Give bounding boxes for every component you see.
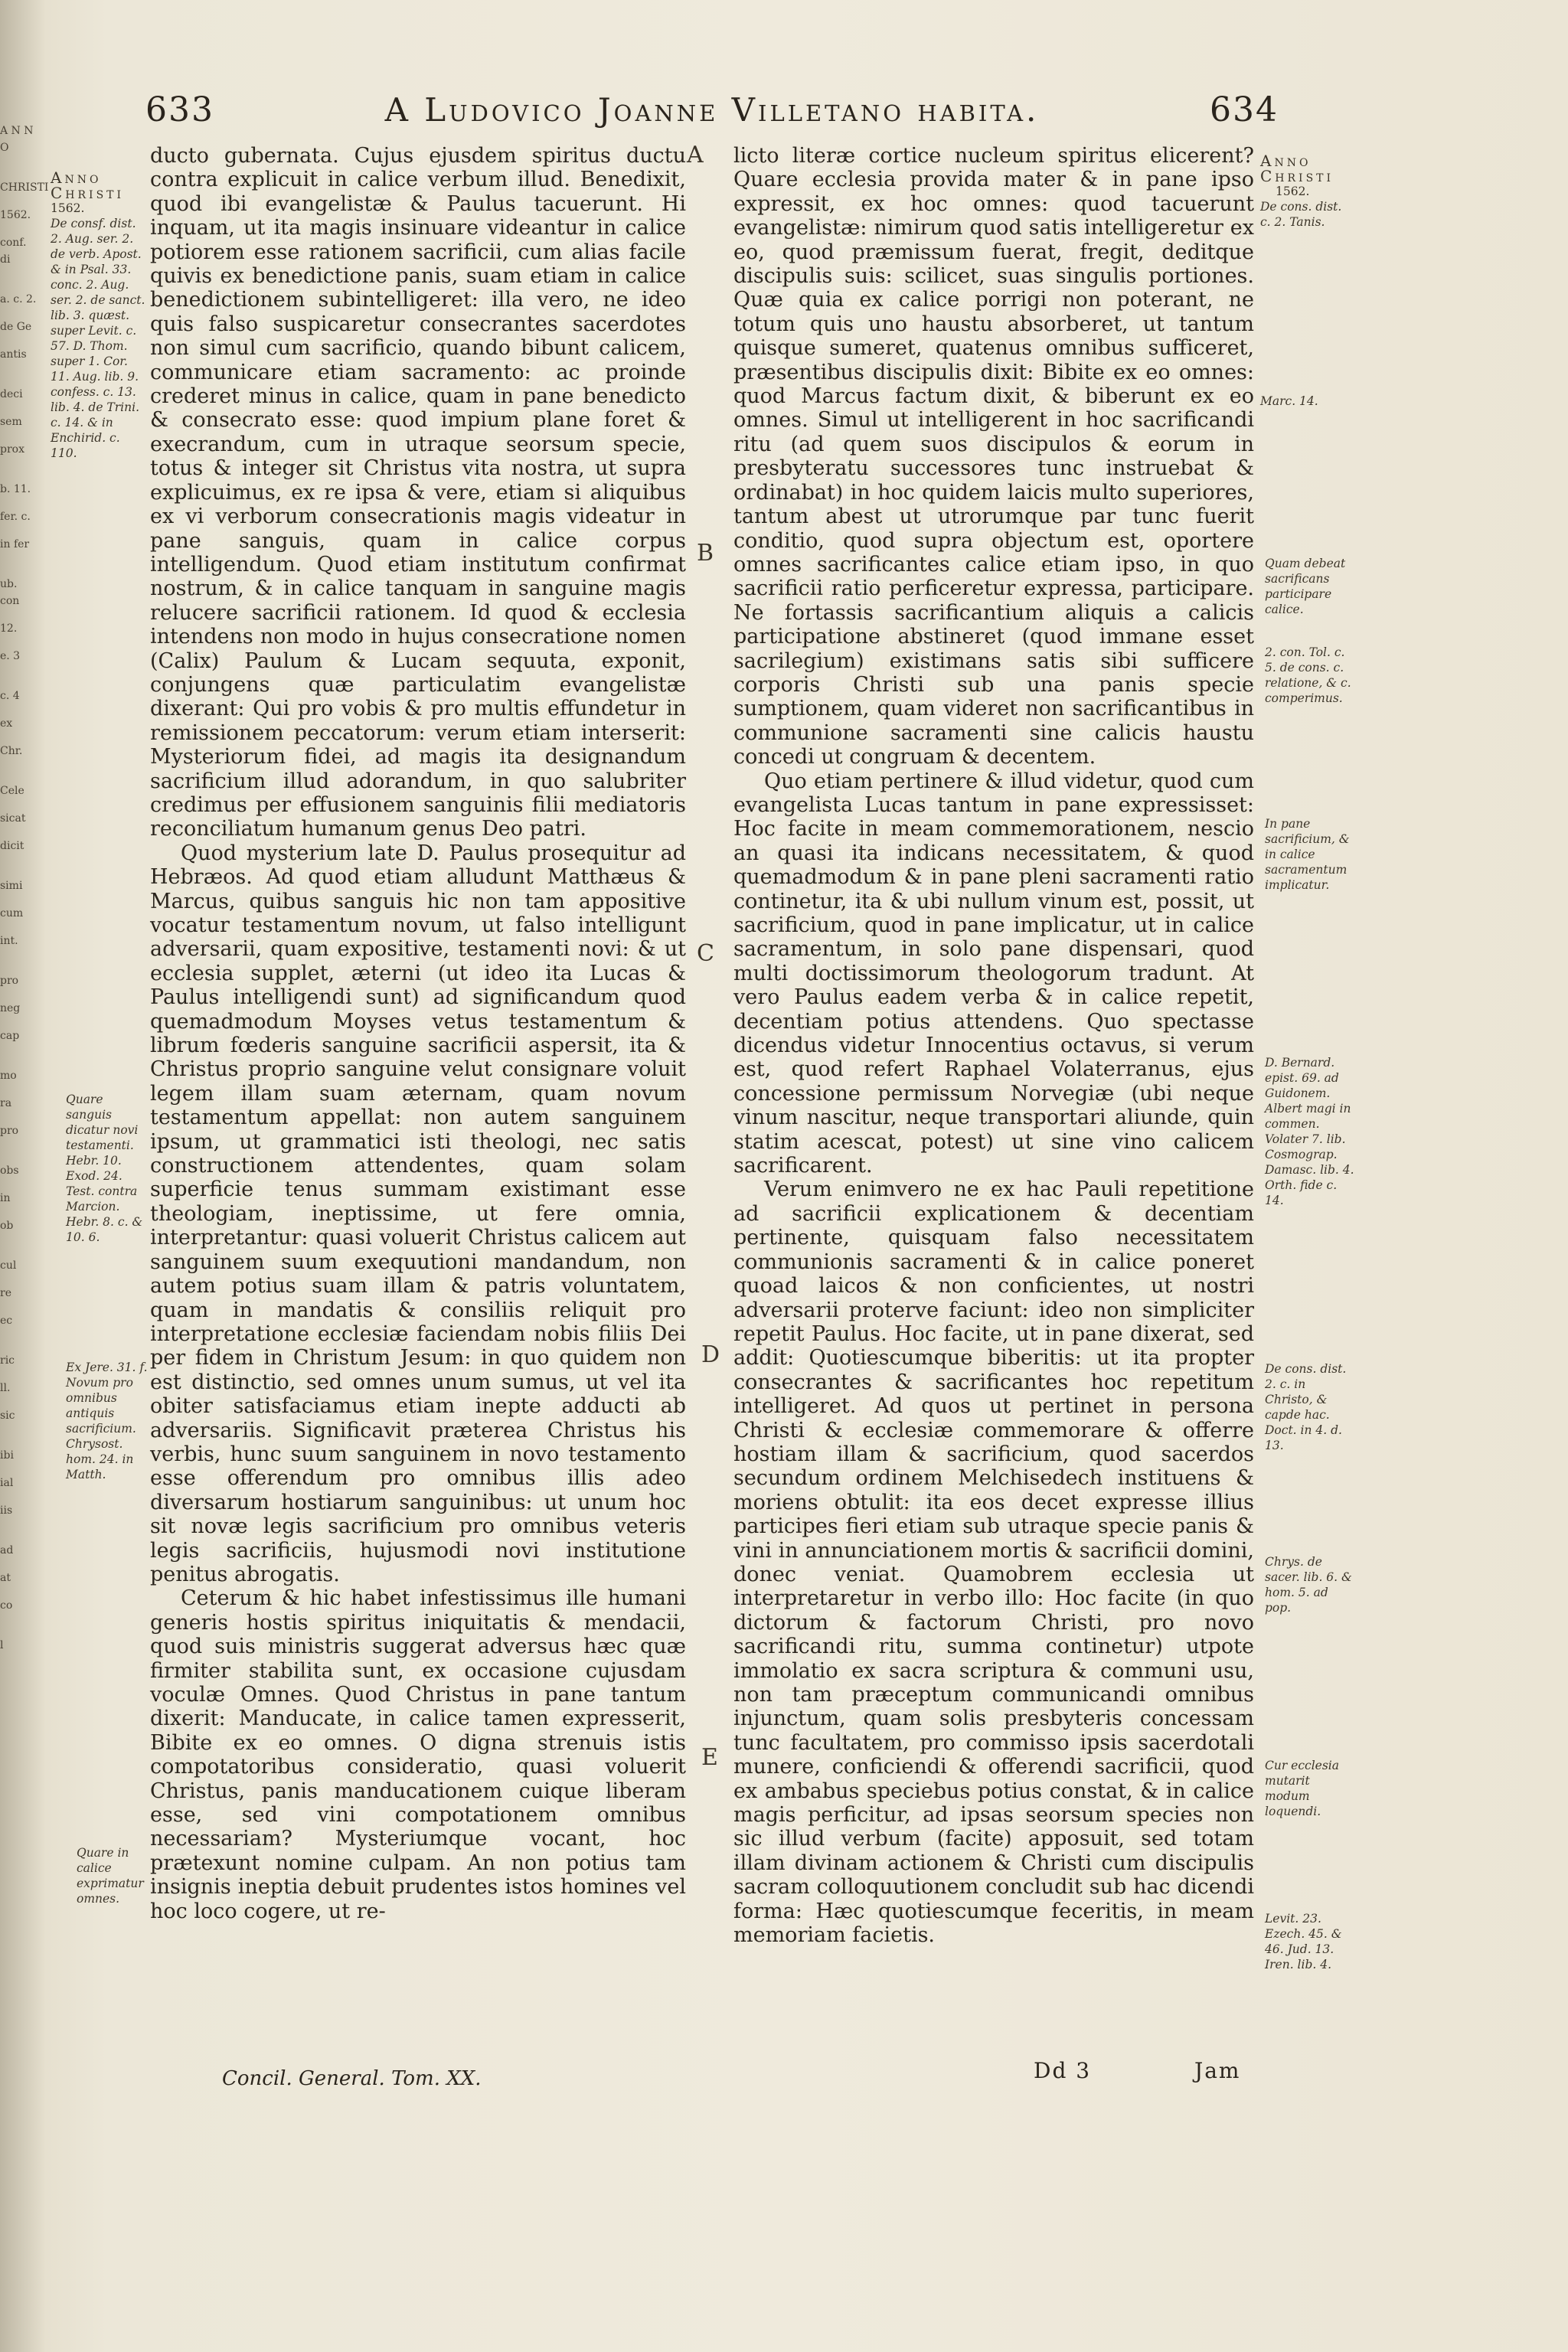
- margin-note: 2. con. Tol. c. 5. de cons. c. relatione, & c. comperimus.: [1265, 645, 1351, 705]
- gutter-fragment: in: [0, 1192, 11, 1204]
- gutter-fragment: obs: [0, 1165, 19, 1177]
- gutter-fragment: ibi: [0, 1449, 14, 1462]
- gutter-fragment: dicit: [0, 840, 24, 852]
- margin-note: Quare sanguis dicatur novi testamenti. Hebr. 10. Exod. 24. Test. contra Marcion. Hebr. 8. c. & 10. 6.: [66, 1093, 143, 1244]
- gutter-fragment: a. c. 2.: [0, 293, 37, 305]
- margin-note: D. Bernard. epist. 69. ad Guidonem. Albert magi in commen. Volater 7. lib. Cosmograp. Damasc. lib. 4. Orth. fide c. 14.: [1265, 1056, 1354, 1207]
- gutter-fragment: ob: [0, 1220, 14, 1232]
- margin-note: De cons. dist. 2. c. in Christo, & capde hac. Doct. in 4. d. 13.: [1265, 1362, 1347, 1452]
- gutter-fragment: ex: [0, 717, 13, 730]
- gutter-fragment: co: [0, 1599, 13, 1612]
- gutter-fragment: in fer: [0, 538, 30, 550]
- year-label: 1562.: [1276, 185, 1310, 198]
- christi-label: Christi: [51, 184, 125, 202]
- gutter-fragment: ub. con: [0, 578, 20, 607]
- gutter-fragment: mo: [0, 1070, 17, 1082]
- gutter-fragment: iis: [0, 1504, 13, 1517]
- footer-volume: Concil. General. Tom. XX.: [222, 2067, 482, 2090]
- gutter-fragment: A N N O: [0, 125, 34, 154]
- gutter-fragment: ad: [0, 1544, 14, 1557]
- christi-label: Christi: [1260, 167, 1334, 185]
- gutter-fragment: cap: [0, 1030, 20, 1042]
- running-header: [145, 90, 1279, 129]
- gutter-fragment: de Ge: [0, 321, 32, 333]
- text-column-right: [733, 144, 1254, 1947]
- gutter-fragment: sic: [0, 1410, 15, 1422]
- gutter-fragment: 1562.: [0, 209, 31, 221]
- gutter-fragment: sem: [0, 416, 22, 428]
- gutter-fragment: conf. di: [0, 237, 27, 266]
- section-letter: E: [701, 1744, 718, 1771]
- section-letter: B: [697, 540, 714, 567]
- signature-mark: Dd 3: [1034, 2058, 1092, 2083]
- margin-right-year-block: [1260, 153, 1352, 230]
- gutter-fragment: Chr.: [0, 745, 23, 757]
- anno-label: Anno: [51, 168, 102, 187]
- gutter-fragment: pro: [0, 975, 19, 987]
- margin-note: Marc. 14.: [1260, 394, 1318, 408]
- paragraph: licto literæ cortice nucleum spiritus elicerent? Quare ecclesia provida mater & in pane ipso expressit, ex hoc omnes: quod tacuerunt evangelistæ: nimirum quod satis intelligeretur ex eo, quod præmissum fuerat, fregit, deditque discipulis suis: scilicet, suas singulis portiones. Quæ quia ex calice porrigi non poterant, ne totum quis uno haustu absorberet, ut tantum quisque sumeret, quatenus omnibus sufficeret, præsentibus discipulis dixit: Bibite ex eo omnes: quod Marcus factum dixit, & biberunt ex eo omnes. Simul ut intelligerent in hoc sacrificandi ritu (ad quem suos discipulos & eorum in presbyteratu successores tunc instruebat & ordinabat) in hoc quidem laicis multo superiores, tantum abest ut utrorumque par tunc fuerit conditio, quod supra objectum est, oportere omnes sacrificantes calice etiam ipso, in quo sacrificii ratio perficeretur expressa, participare. Ne fortassis sacrificantium aliquis a calicis participatione abstineret (quod immane esset sacrilegium) existimans satis sibi sufficere corporis Christi sub una panis specie sumptionem, quam videret non sacrificantibus in communione sacramenti sine calicis haustu concedi ut congruam & decentem.: [733, 144, 1254, 769]
- gutter-fragment: int.: [0, 935, 18, 947]
- margin-note: In pane sacrificium, & in calice sacramentum implicatur.: [1265, 817, 1350, 892]
- gutter-fragment: deci: [0, 388, 23, 400]
- previous-page-edge: [0, 122, 49, 2312]
- gutter-fragment: ec: [0, 1315, 13, 1327]
- gutter-fragment: cum: [0, 907, 24, 920]
- gutter-fragment: l: [0, 1639, 4, 1651]
- gutter-fragment: b. 11.: [0, 483, 31, 495]
- gutter-fragment: at: [0, 1572, 11, 1584]
- gutter-fragment: prox: [0, 443, 24, 456]
- gutter-fragment: cul: [0, 1259, 17, 1272]
- anno-label: Anno: [1260, 152, 1312, 170]
- gutter-fragment: sicat: [0, 812, 26, 825]
- section-letter: C: [697, 940, 714, 967]
- gutter-fragment: ll.: [0, 1382, 11, 1394]
- paragraph: Ceterum & hic habet infestissimus ille humani generis hostis spiritus iniquitatis & mendacii, quod suis ministris suggerat adversus hæc quæ firmiter stabilita sunt, ex occasione cujusdam voculæ Omnes. Quod Christus in pane tantum dixerit: Manducate, in calice tamen expresserit, Bibite ex eo omnes. O digna strenuis istis compotatoribus consideratio, quasi voluerit Christus, panis manducationem cuique liberam esse, sed vini compotationem omnibus necessariam? Mysteriumque vocant, hoc prætexunt nomine culpam. An non potius tam insignis ineptia debuit prudentes istos homines vel hoc loco cogere, ut re-: [150, 1586, 686, 1923]
- gutter-fragment: fer. c.: [0, 511, 31, 523]
- margin-left-year-block: [51, 170, 149, 461]
- gutter-fragment: re: [0, 1287, 11, 1299]
- gutter-fragment: ra: [0, 1097, 12, 1109]
- margin-note: Levit. 23. Ezech. 45. & 46. Jud. 13. Iren. lib. 4.: [1265, 1912, 1342, 1971]
- margin-note: Chrys. de sacer. lib. 6. & hom. 5. ad pop.: [1265, 1555, 1352, 1615]
- gutter-fragment: neg: [0, 1002, 21, 1014]
- paragraph: Verum enimvero ne ex hac Pauli repetitione ad sacrificii explicationem & decentiam pertinente, quisquam falso necessitatem communionis sacramenti & in calice poneret quoad laicos & non conficientes, ut nostri adversarii proterve faciunt: ideo non simpliciter repetit Paulus. Hoc facite, ut in pane dixerat, sed addit: Quotiescumque biberitis: ut ita propter consecrantes & sacrificantes hoc repetitum intelligeret. Ad quos ut pertinet in persona Christi & ecclesiæ commemorare & offerre hostiam illam & sacrificium, quod sacerdos secundum ordinem Melchisedech instituens & moriens obtulit: ita eos decet expresse illius participes fieri etiam sub utraque specie panis & vini in annunciationem mortis & sacrificii domini, donec veniat. Quamobrem ecclesia ut interpretaretur in verbo illo: Hoc facite (in quo dictorum & factorum Christi, pro novo sacrificandi ritu, summa continetur) utpote immolatio ex sacra scriptura & communi usu, non tam præceptum communicandi omnibus injunctum, quam solis presbyteris concessam tunc facultatem, pro commisso ipsis sacerdotali munere, conficiendi & offerendi sacrificii, quod ex ambabus speciebus potius constat, & in calice magis perficitur, ad ipsas seorsum species non sic illud verbum (facite) apposuit, sed totam illam divinam actionem & Christi cum discipulis sacram colloquutionem concludit sub hac dicendi forma: Hæc quotiescumque feceritis, in meam memoriam facietis.: [733, 1178, 1254, 1948]
- gutter-fragment: ric: [0, 1354, 15, 1367]
- gutter-fragment: Cele: [0, 785, 24, 797]
- gutter-fragment: c. 4: [0, 690, 20, 702]
- gutter-fragment: simi: [0, 880, 23, 892]
- gutter-fragment: CHRISTI: [0, 181, 49, 194]
- page-number-right: 634: [1210, 90, 1279, 129]
- margin-note: Quam debeat sacrificans participare calice.: [1265, 557, 1346, 616]
- gutter-fragment: ial: [0, 1477, 14, 1489]
- margin-note: De consf. dist. 2. Aug. ser. 2. de verb. Apost. & in Psal. 33. conc. 2. Aug. ser. 2. de sanct. lib. 3. quæst. super Levit. c. 57. D. Thom. super 1. Cor. 11. Aug. lib. 9. confess. c. 13. lib. 4. de Trini. c. 14. & in Enchirid. c. 110.: [51, 217, 145, 460]
- paragraph: ducto gubernata. Cujus ejusdem spiritus ductu contra explicuit in calice verbum illud. Benedixit, quod ibi evangelistæ & Paulus tacuerunt. Hi inquam, ut ita magis insinuare videantur in calice potiorem esse rationem sacrificii, cum alias facile quivis ex benedictione panis, suam etiam in calice benedictionem subintelligeret: illa vero, ne ideo quis falso suspicaretur consecrantes sacerdotes non simul cum sacrificio, quando bibunt calicem, communicare etiam sacramento: ac proinde crederet minus in calice, quam in pane benedicto & consecrato esse: quod impium plane foret & execrandum, cum in utraque seorsum specie, totus & integer sit Christus vita nostra, ut supra explicuimus, ex re ipsa & vere, etiam si aliquibus ex vi verborum consecrationis magis videatur in pane sanguis, quam in calice corpus intelligendum. Quod etiam institutum confirmat nostrum, & in calice tanquam in sanguine magis relucere sacrificii rationem. Id quod & ecclesia intendens non modo in hujus consecratione nomen (Calix) Paulum & Lucam sequuta, exponit, conjungens quæ particulatim evangelistæ dixerant: Qui pro vobis & pro multis effundetur in remissionem peccatorum: verum etiam interserit: Mysteriorum fidei, ad magis ita designandum sacrificium illud adorandum, in quo salubriter credimus per effusionem sanguinis filii mediatoris reconciliatum humanum genus Deo patri.: [150, 144, 686, 841]
- margin-note: De cons. dist. c. 2. Tanis.: [1260, 200, 1342, 229]
- running-title: A Ludovico Joanne Villetano habita.: [384, 91, 1040, 129]
- margin-note: Quare in calice exprimatur omnes.: [77, 1846, 144, 1906]
- section-letter: A: [687, 142, 704, 168]
- section-letter: D: [701, 1341, 720, 1368]
- gutter-fragment: antis: [0, 348, 27, 361]
- paragraph: Quo etiam pertinere & illud videtur, quod cum evangelista Lucas tantum in pane expressisset: Hoc facite in meam commemorationem, nescio an quasi ita indicans necessitatem, & quod quemadmodum & in pane pleni sacramenti ratio continetur, ita & ubi nullum vinum est, possit, ut sacrificium, quod in pane implicatur, ut in calice sacramentum, in solo pane dispensari, quod multi doctissimorum theologorum tradunt. At vero Paulus eadem verba & in calice repetit, decentiam potius attendens. Quo spectasse dicendus videtur Innocentius octavus, si verum est, quod refert Raphael Volaterranus, ejus concessione permissum Norvegiæ (ubi neque vinum nascitur, neque transportari aliunde, quin statim acescat, potest) ut sine vino calicem sacrificarent.: [733, 769, 1254, 1178]
- year-label: 1562.: [51, 201, 85, 215]
- text-column-left: [150, 144, 686, 1923]
- gutter-fragment: e. 3: [0, 650, 21, 662]
- catchword: Jam: [1194, 2058, 1241, 2083]
- gutter-fragment: 12.: [0, 622, 18, 635]
- paragraph: Quod mysterium late D. Paulus prosequitur ad Hebræos. Ad quod etiam alludunt Matthæus & Marcus, quibus sanguis hic non tam appositive vocatur testamentum novum, ut falso intelligunt adversarii, quam expositive, testamenti novi: & ut ecclesia supplet, æterni (ut ideo ita Lucas & Paulus intelligendi sunt) ad significandum quod quemadmodum Moyses vetus testamentum & librum fœderis sanguine sacrificii aspersit, ita & Christus proprio sanguine velut consignare voluit legem illam suam æternam, quam novum testamentum appellat: non autem sanguinem ipsum, ut grammatici isti theologi, nec satis constructionem attendentes, quam solam superficie tenus summam existimant esse theologiam, ineptissime, ut fere omnia, interpretantur: quasi voluerit Christus calicem aut sanguinem suum exequutioni mandandum, non autem potius suam illam & patris voluntatem, quam in mandatis & consiliis reliquit pro interpretatione ecclesiæ faciendam nobis filiis Dei per fidem in Christum Jesum: in quo quidem non est distinctio, sed omnes unum sumus, ut vel ita obiter satisfaciamus etiam inepte adducti ab adversariis. Significavit præterea Christus his verbis, hunc suum sanguinem in novo testamento esse offerendum pro omnibus illis adeo diversarum hostiarum sanguinibus: ut unum hoc sit novæ legis sacrificium pro omnibus veteris legis sacrificiis, hujusmodi novi institutione penitus abrogatis.: [150, 841, 686, 1586]
- margin-note: Cur ecclesia mutarit modum loquendi.: [1265, 1759, 1339, 1818]
- margin-note: Ex Jere. 31. f. Novum pro omnibus antiquis sacrificium. Chrysost. hom. 24. in Matth.: [66, 1361, 148, 1481]
- page-number-left: 633: [145, 90, 214, 129]
- gutter-fragment: pro: [0, 1125, 19, 1137]
